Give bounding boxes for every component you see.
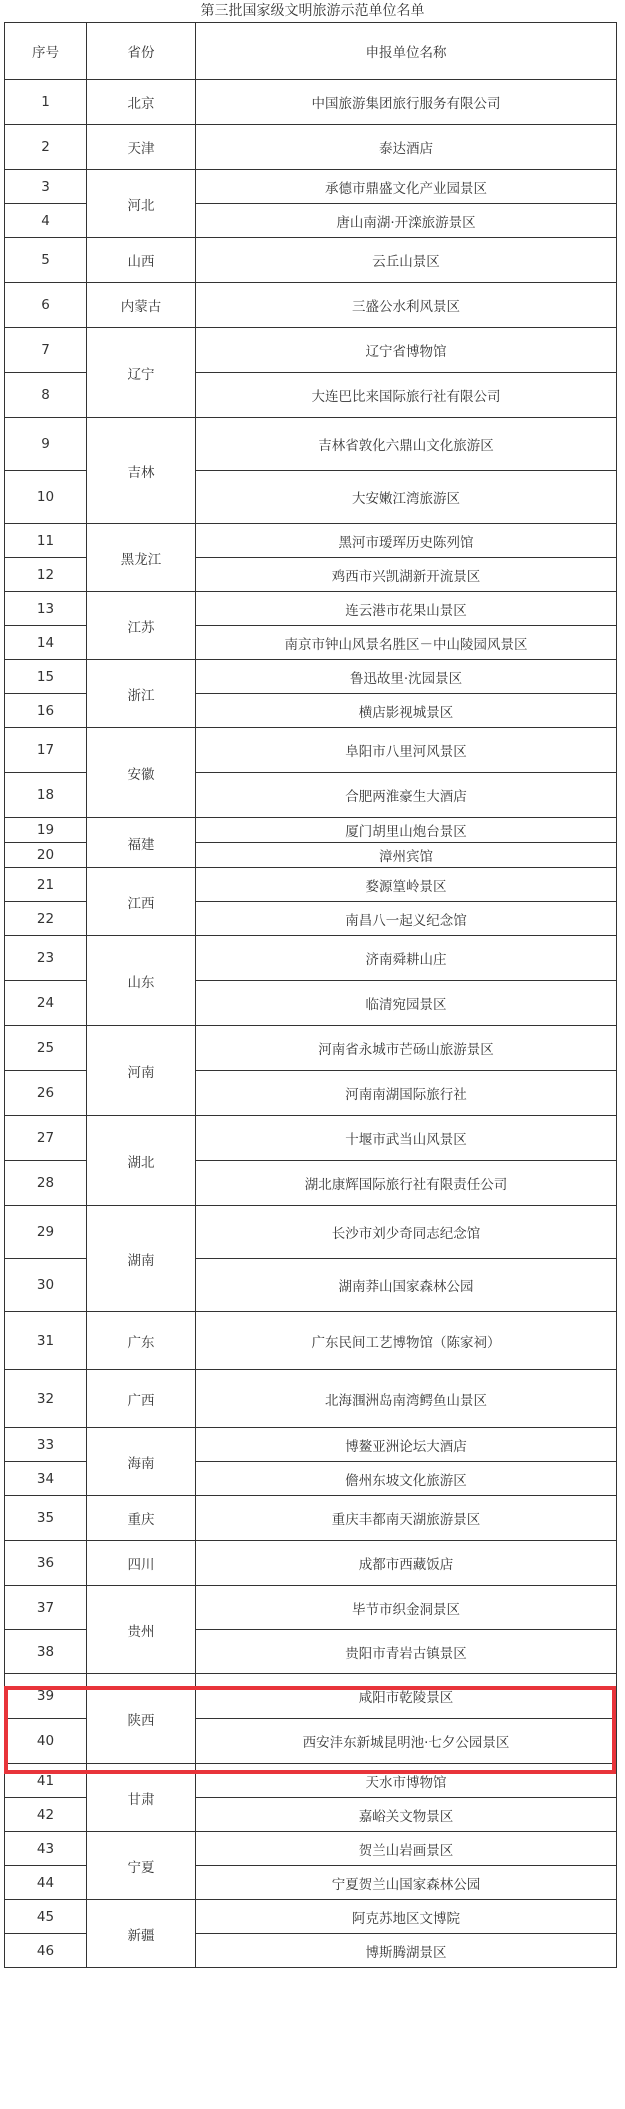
province-cell: 福建 xyxy=(87,818,196,868)
province-cell: 甘肃 xyxy=(87,1764,196,1832)
province-cell: 吉林 xyxy=(87,418,196,524)
province-cell: 江西 xyxy=(87,868,196,936)
table-row xyxy=(5,818,617,843)
unit-name: 南昌八一起义纪念馆 xyxy=(196,902,617,936)
unit-name: 贵阳市青岩古镇景区 xyxy=(196,1630,617,1674)
unit-name: 西安沣东新城昆明池·七夕公园景区 xyxy=(196,1719,617,1764)
unit-name: 宁夏贺兰山国家森林公园 xyxy=(196,1866,617,1900)
unit-name: 辽宁省博物馆 xyxy=(196,328,617,373)
row-number: 4 xyxy=(5,204,87,238)
unit-name: 云丘山景区 xyxy=(196,238,617,283)
row-number: 30 xyxy=(5,1259,87,1312)
unit-name: 南京市钟山风景名胜区－中山陵园风景区 xyxy=(196,626,617,660)
table-row xyxy=(5,283,617,328)
province-cell: 辽宁 xyxy=(87,328,196,418)
row-number: 45 xyxy=(5,1900,87,1934)
unit-name: 济南舜耕山庄 xyxy=(196,936,617,981)
unit-name: 鲁迅故里·沈园景区 xyxy=(196,660,617,694)
row-number: 8 xyxy=(5,373,87,418)
row-number: 43 xyxy=(5,1832,87,1866)
unit-name: 三盛公水利风景区 xyxy=(196,283,617,328)
row-number: 42 xyxy=(5,1798,87,1832)
row-number: 2 xyxy=(5,125,87,170)
row-number: 18 xyxy=(5,773,87,818)
row-number: 34 xyxy=(5,1462,87,1496)
unit-name: 黑河市瑷珲历史陈列馆 xyxy=(196,524,617,558)
row-number: 15 xyxy=(5,660,87,694)
unit-name: 中国旅游集团旅行服务有限公司 xyxy=(196,80,617,125)
row-number: 25 xyxy=(5,1026,87,1071)
row-number: 12 xyxy=(5,558,87,592)
unit-name: 大安嫩江湾旅游区 xyxy=(196,471,617,524)
unit-name: 阜阳市八里河风景区 xyxy=(196,728,617,773)
unit-name: 横店影视城景区 xyxy=(196,694,617,728)
unit-name: 河南省永城市芒砀山旅游景区 xyxy=(196,1026,617,1071)
table-row xyxy=(5,1541,617,1586)
row-number: 9 xyxy=(5,418,87,471)
row-number: 13 xyxy=(5,592,87,626)
unit-list-table xyxy=(4,22,617,1968)
province-cell: 河北 xyxy=(87,170,196,238)
province-cell: 陕西 xyxy=(87,1674,196,1764)
province-cell: 湖南 xyxy=(87,1206,196,1312)
row-number: 33 xyxy=(5,1428,87,1462)
province-cell: 山东 xyxy=(87,936,196,1026)
province-cell: 广西 xyxy=(87,1370,196,1428)
province-cell: 山西 xyxy=(87,238,196,283)
unit-name: 婺源篁岭景区 xyxy=(196,868,617,902)
province-cell: 内蒙古 xyxy=(87,283,196,328)
row-number: 46 xyxy=(5,1934,87,1968)
table-row xyxy=(5,1428,617,1462)
province-cell: 湖北 xyxy=(87,1116,196,1206)
unit-name: 儋州东坡文化旅游区 xyxy=(196,1462,617,1496)
table-row xyxy=(5,238,617,283)
unit-name: 连云港市花果山景区 xyxy=(196,592,617,626)
unit-name: 合肥两淮豪生大酒店 xyxy=(196,773,617,818)
table-row xyxy=(5,1026,617,1071)
row-number: 40 xyxy=(5,1719,87,1764)
unit-name: 贺兰山岩画景区 xyxy=(196,1832,617,1866)
table-row xyxy=(5,1496,617,1541)
unit-name: 北海涠洲岛南湾鳄鱼山景区 xyxy=(196,1370,617,1428)
unit-name: 嘉峪关文物景区 xyxy=(196,1798,617,1832)
page-title: 第三批国家级文明旅游示范单位名单 xyxy=(200,3,425,19)
unit-name: 成都市西藏饭店 xyxy=(196,1541,617,1586)
unit-name: 临清宛园景区 xyxy=(196,981,617,1026)
province-cell: 新疆 xyxy=(87,1900,196,1968)
province-cell: 海南 xyxy=(87,1428,196,1496)
header-province: 省份 xyxy=(87,23,196,80)
row-number: 27 xyxy=(5,1116,87,1161)
unit-name: 阿克苏地区文博院 xyxy=(196,1900,617,1934)
row-number: 37 xyxy=(5,1586,87,1630)
row-number: 3 xyxy=(5,170,87,204)
table-row xyxy=(5,1900,617,1934)
table-row xyxy=(5,125,617,170)
row-number: 14 xyxy=(5,626,87,660)
unit-name: 博鳌亚洲论坛大酒店 xyxy=(196,1428,617,1462)
row-number: 35 xyxy=(5,1496,87,1541)
table-row xyxy=(5,418,617,471)
province-cell: 天津 xyxy=(87,125,196,170)
province-cell: 广东 xyxy=(87,1312,196,1370)
table-row xyxy=(5,1370,617,1428)
row-number: 41 xyxy=(5,1764,87,1798)
province-cell: 重庆 xyxy=(87,1496,196,1541)
row-number: 16 xyxy=(5,694,87,728)
unit-name: 广东民间工艺博物馆（陈家祠） xyxy=(196,1312,617,1370)
table-row xyxy=(5,1674,617,1719)
row-number: 44 xyxy=(5,1866,87,1900)
province-cell: 浙江 xyxy=(87,660,196,728)
row-number: 6 xyxy=(5,283,87,328)
row-number: 29 xyxy=(5,1206,87,1259)
unit-name: 湖北康辉国际旅行社有限责任公司 xyxy=(196,1161,617,1206)
table-row xyxy=(5,80,617,125)
province-cell: 贵州 xyxy=(87,1586,196,1674)
header-row xyxy=(5,23,617,80)
table-row xyxy=(5,1312,617,1370)
row-number: 11 xyxy=(5,524,87,558)
unit-name: 博斯腾湖景区 xyxy=(196,1934,617,1968)
unit-name: 天水市博物馆 xyxy=(196,1764,617,1798)
row-number: 10 xyxy=(5,471,87,524)
header-unit-name: 申报单位名称 xyxy=(196,23,617,80)
unit-name: 吉林省敦化六鼎山文化旅游区 xyxy=(196,418,617,471)
row-number: 24 xyxy=(5,981,87,1026)
table-body xyxy=(5,80,617,1968)
table-row xyxy=(5,328,617,373)
unit-name: 大连巴比来国际旅行社有限公司 xyxy=(196,373,617,418)
table-row xyxy=(5,936,617,981)
unit-name: 河南南湖国际旅行社 xyxy=(196,1071,617,1116)
unit-name: 厦门胡里山炮台景区 xyxy=(196,818,617,843)
unit-name: 重庆丰都南天湖旅游景区 xyxy=(196,1496,617,1541)
row-number: 23 xyxy=(5,936,87,981)
row-number: 21 xyxy=(5,868,87,902)
table-row xyxy=(5,660,617,694)
unit-name: 湖南莽山国家森林公园 xyxy=(196,1259,617,1312)
row-number: 28 xyxy=(5,1161,87,1206)
unit-name: 鸡西市兴凯湖新开流景区 xyxy=(196,558,617,592)
table-row xyxy=(5,1206,617,1259)
header-number: 序号 xyxy=(5,23,87,80)
province-cell: 黑龙江 xyxy=(87,524,196,592)
province-cell: 河南 xyxy=(87,1026,196,1116)
unit-name: 咸阳市乾陵景区 xyxy=(196,1674,617,1719)
unit-name: 十堰市武当山风景区 xyxy=(196,1116,617,1161)
table-row xyxy=(5,1764,617,1798)
table-row xyxy=(5,1116,617,1161)
row-number: 36 xyxy=(5,1541,87,1586)
province-cell: 江苏 xyxy=(87,592,196,660)
row-number: 17 xyxy=(5,728,87,773)
unit-name: 泰达酒店 xyxy=(196,125,617,170)
table-row xyxy=(5,728,617,773)
row-number: 7 xyxy=(5,328,87,373)
province-cell: 北京 xyxy=(87,80,196,125)
unit-name: 承德市鼎盛文化产业园景区 xyxy=(196,170,617,204)
row-number: 26 xyxy=(5,1071,87,1116)
unit-name: 漳州宾馆 xyxy=(196,843,617,868)
unit-name: 唐山南湖·开滦旅游景区 xyxy=(196,204,617,238)
row-number: 32 xyxy=(5,1370,87,1428)
table-row xyxy=(5,592,617,626)
unit-name: 毕节市织金洞景区 xyxy=(196,1586,617,1630)
province-cell: 四川 xyxy=(87,1541,196,1586)
row-number: 31 xyxy=(5,1312,87,1370)
table-row xyxy=(5,170,617,204)
unit-name: 长沙市刘少奇同志纪念馆 xyxy=(196,1206,617,1259)
row-number: 39 xyxy=(5,1674,87,1719)
row-number: 5 xyxy=(5,238,87,283)
row-number: 19 xyxy=(5,818,87,843)
province-cell: 宁夏 xyxy=(87,1832,196,1900)
row-number: 38 xyxy=(5,1630,87,1674)
province-cell: 安徽 xyxy=(87,728,196,818)
row-number: 20 xyxy=(5,843,87,868)
row-number: 22 xyxy=(5,902,87,936)
table-row xyxy=(5,1832,617,1866)
table-row xyxy=(5,1586,617,1630)
table-row xyxy=(5,524,617,558)
table-row xyxy=(5,868,617,902)
row-number: 1 xyxy=(5,80,87,125)
